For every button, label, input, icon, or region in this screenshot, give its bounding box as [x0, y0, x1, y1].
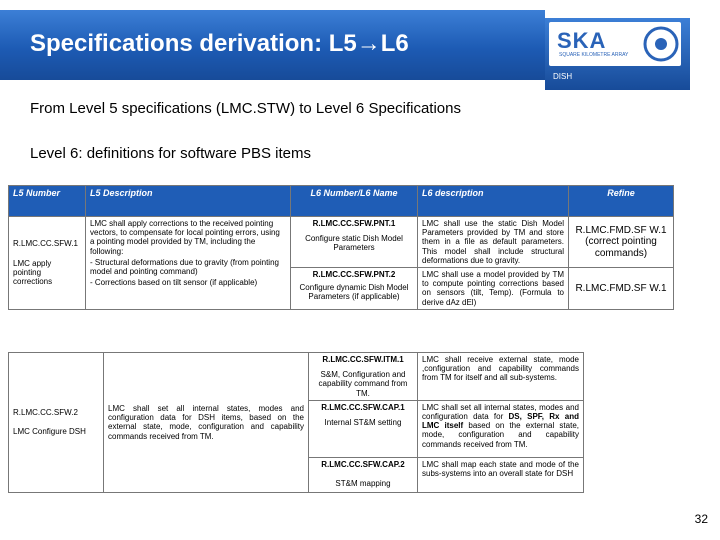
l5-number: R.LMC.CC.SFW.2 [13, 408, 78, 418]
refine-cell: R.LMC.FMD.SF W.1 [569, 267, 674, 309]
l6-description: LMC shall use a model provided by TM to compute pointing corrections based on sensors (tilt, Temp). (Formula to derive dAz dEl) [418, 267, 569, 309]
col-refine: Refine [569, 186, 674, 217]
ska-logo [545, 18, 690, 90]
l6-description: LMC shall receive external state, mode ,configuration and capability commands from TM for itself and all sub-systems. [418, 353, 584, 401]
specification-table-2 [8, 352, 584, 493]
l5-name: LMC apply pointing corrections [13, 258, 53, 287]
l6-number-cell [291, 217, 418, 268]
refine-cell: R.LMC.FMD.SF W.1 (correct pointing commands) [569, 217, 674, 268]
l6-number: R.LMC.CC.SFW.CAP.2 [321, 459, 405, 469]
l6-number-cell [309, 353, 418, 401]
level6-text: : definitions for software PBS items [78, 145, 311, 162]
l5-description: LMC shall apply corrections to the received pointing vectors, to compensate for local pointing errors, using a pointing model provided by TM, including the following: [90, 219, 280, 256]
slide-title: Specifications derivation: L5→L6 [30, 30, 409, 57]
l5-number-cell [9, 217, 86, 310]
l6-number: R.LMC.CC.SFW.ITM.1 [322, 355, 404, 364]
table-row [9, 353, 584, 401]
level6-label: Level 6 [30, 145, 79, 162]
l5-description: LMC shall set all internal states, modes and configuration data for DSH items, based on the external state, mode, configuration and capability commands received from TM. [104, 353, 309, 493]
l6-name: ST&M mapping [335, 478, 391, 488]
table-header-row [9, 186, 674, 217]
l6-description: LMC shall map each state and mode of the subs-systems into an overall state for DSH [418, 457, 584, 492]
antenna-icon [641, 24, 681, 64]
table-row [9, 217, 674, 268]
l6-description-text: LMC shall set all internal states, modes and configuration data for [422, 402, 579, 421]
logo-dish-label: DISH [553, 72, 573, 81]
logo-inner [549, 22, 681, 66]
l6-description: LMC shall use the static Dish Model Parameters provided by TM and store them in a file as default parameters. This model shall include structural deformations due to gravity. [418, 217, 569, 268]
l6-number-cell [309, 400, 418, 457]
l6-description-cell [418, 400, 584, 457]
l6-name: Configure static Dish Model Parameters [305, 234, 403, 253]
page-number: 32 [694, 512, 708, 526]
l6-number: R.LMC.CC.SFW.PNT.1 [312, 219, 396, 228]
l6-description-emphasis: DS, SPF, Rx and LMC itself [422, 411, 579, 431]
l5-name: LMC Configure DSH [13, 427, 86, 437]
col-l5-number: L5 Number [9, 186, 86, 217]
l5-description-cell [86, 217, 291, 310]
col-l6-description: L6 description [418, 186, 569, 217]
intro-line: From Level 5 specifications (LMC.STW) to Level 6 Specifications [30, 100, 461, 117]
intro-level6 [30, 145, 311, 162]
col-l6-number: L6 Number/L6 Name [291, 186, 418, 217]
l5-bullet: - Corrections based on tilt sensor (if applicable) [90, 278, 258, 288]
l6-number: R.LMC.CC.SFW.CAP.1 [321, 402, 405, 412]
l6-number-cell [291, 267, 418, 309]
l6-number-cell [309, 457, 418, 492]
l5-bullet: - Structural deformations due to gravity (from pointing model and pointing command) [90, 257, 279, 276]
l6-number: R.LMC.CC.SFW.PNT.2 [312, 269, 396, 279]
l6-description-text: based on the external state, mode, configuration and capability commands received from TM. [422, 421, 579, 449]
l6-name: Internal ST&M setting [324, 417, 402, 427]
header [0, 0, 720, 88]
l6-name: S&M, Configuration and capability command from TM. [318, 370, 408, 398]
specification-table-1 [8, 185, 674, 310]
l5-number-cell [9, 353, 104, 493]
logo-subtitle: SQUARE KILOMETRE ARRAY [559, 52, 629, 58]
l6-name: Configure dynamic Dish Model Parameters (if applicable) [299, 283, 409, 302]
col-l5-description: L5 Description [86, 186, 291, 217]
l5-number: R.LMC.CC.SFW.1 [13, 239, 78, 249]
logo-text: SKA [557, 28, 607, 53]
